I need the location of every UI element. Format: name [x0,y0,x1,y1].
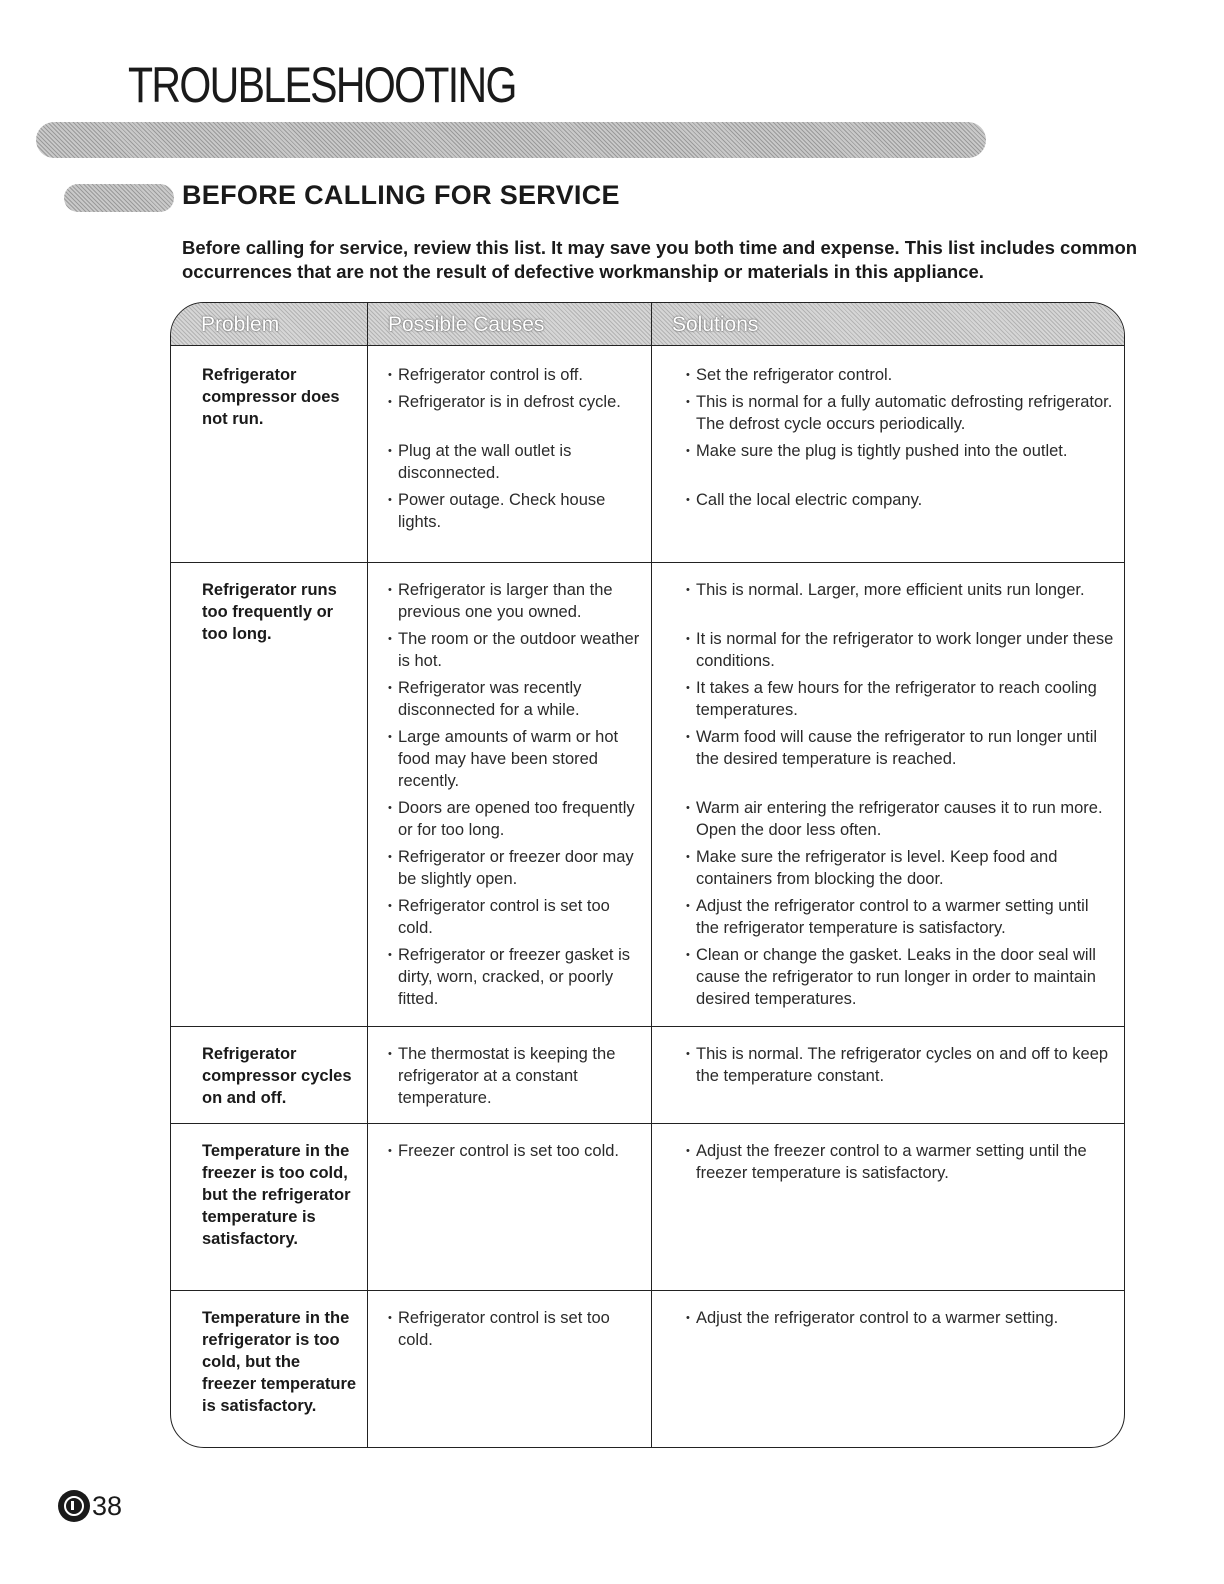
solutions-cell [651,1291,1124,1448]
header-solutions: Solutions [651,303,1124,345]
cause-item: • Plug at the wall outlet is disconnected. [388,440,643,484]
page-number: 38 [92,1490,123,1521]
intro-text: Before calling for service, review this list. It may save you both time and expense. This list includes common occurrences that are not the result of defective workmanship or materials in this appliance. [182,237,1138,282]
table-row [171,346,1124,563]
solution-item: • It is normal for the refrigerator to work longer under these conditions. [686,628,1114,672]
page-footer [58,1490,122,1522]
causes-cell [367,346,651,562]
table-header [171,303,1124,346]
solution-item: • Make sure the refrigerator is level. Keep food and containers from blocking the door. [686,846,1114,890]
title-divider-bar [36,122,986,158]
cause-item: • Refrigerator or freezer door may be slightly open. [388,846,643,890]
table-row [171,1124,1124,1291]
solution-item: • Warm food will cause the refrigerator to run longer until the desired temperature is reached. [686,726,1114,792]
problem-cell: Refrigerator compressor cycles on and off. [202,1045,352,1107]
cause-item: • Refrigerator was recently disconnected for a while. [388,677,643,721]
causes-cell [367,563,651,1026]
cause-item: • Power outage. Check house lights. [388,489,643,533]
troubleshooting-table [170,302,1125,1448]
problem-cell: Temperature in the freezer is too cold, but the refrigerator temperature is satisfactory. [202,1142,351,1248]
causes-cell [367,1027,651,1123]
solution-item: • This is normal. The refrigerator cycles on and off to keep the temperature constant. [686,1043,1114,1109]
solution-item: • Adjust the freezer control to a warmer setting until the freezer temperature is satisfactory. [686,1140,1114,1184]
solution-item: • Make sure the plug is tightly pushed into the outlet. [686,440,1114,484]
solution-item: • Warm air entering the refrigerator causes it to run more. Open the door less often. [686,797,1114,841]
solution-item: • Adjust the refrigerator control to a warmer setting. [686,1307,1114,1351]
table-row [171,563,1124,1027]
cause-item: • Refrigerator or freezer gasket is dirty, worn, cracked, or poorly fitted. [388,944,643,1010]
causes-cell [367,1291,651,1448]
cause-item: • The thermostat is keeping the refrigerator at a constant temperature. [388,1043,643,1109]
solutions-cell [651,1027,1124,1123]
table-row [171,1291,1124,1448]
cause-item: • Refrigerator control is off. [388,364,643,386]
section-marker [64,184,174,212]
solution-item: • Clean or change the gasket. Leaks in the door seal will cause the refrigerator to run longer in order to maintain desired temperatures. [686,944,1114,1010]
cause-item: • Large amounts of warm or hot food may have been stored recently. [388,726,643,792]
problem-cell: Temperature in the refrigerator is too cold, but the freezer temperature is satisfactory. [202,1309,357,1415]
solutions-cell [651,346,1124,562]
cause-item: • The room or the outdoor weather is hot. [388,628,643,672]
cause-item: • Doors are opened too frequently or for too long. [388,797,643,841]
cause-item: • Refrigerator is larger than the previous one you owned. [388,579,643,623]
solution-item: • This is normal. Larger, more efficient units run longer. [686,579,1114,623]
solutions-cell [651,563,1124,1026]
cause-item: • Freezer control is set too cold. [388,1140,643,1184]
page-title: TROUBLESHOOTING [128,57,516,113]
causes-cell [367,1124,651,1290]
header-problem: Problem [201,313,280,336]
cause-item: • Refrigerator control is set too cold. [388,895,643,939]
solution-item: • This is normal for a fully automatic defrosting refrigerator. The defrost cycle occurs periodically. [686,391,1114,435]
problem-cell: Refrigerator runs too frequently or too long. [202,581,337,643]
cause-item: • Refrigerator control is set too cold. [388,1307,643,1351]
solution-item: • Set the refrigerator control. [686,364,1114,386]
lg-logo-icon [58,1490,90,1522]
solution-item: • It takes a few hours for the refrigerator to reach cooling temperatures. [686,677,1114,721]
cause-item: • Refrigerator is in defrost cycle. [388,391,643,435]
problem-cell: Refrigerator compressor does not run. [202,366,340,428]
solution-item: • Call the local electric company. [686,489,1114,533]
header-possible-causes: Possible Causes [367,303,651,345]
solution-item: • Adjust the refrigerator control to a warmer setting until the refrigerator temperature is satisfactory. [686,895,1114,939]
table-body [171,346,1124,1448]
table-row [171,1027,1124,1124]
section-title: BEFORE CALLING FOR SERVICE [182,180,620,210]
solutions-cell [651,1124,1124,1290]
